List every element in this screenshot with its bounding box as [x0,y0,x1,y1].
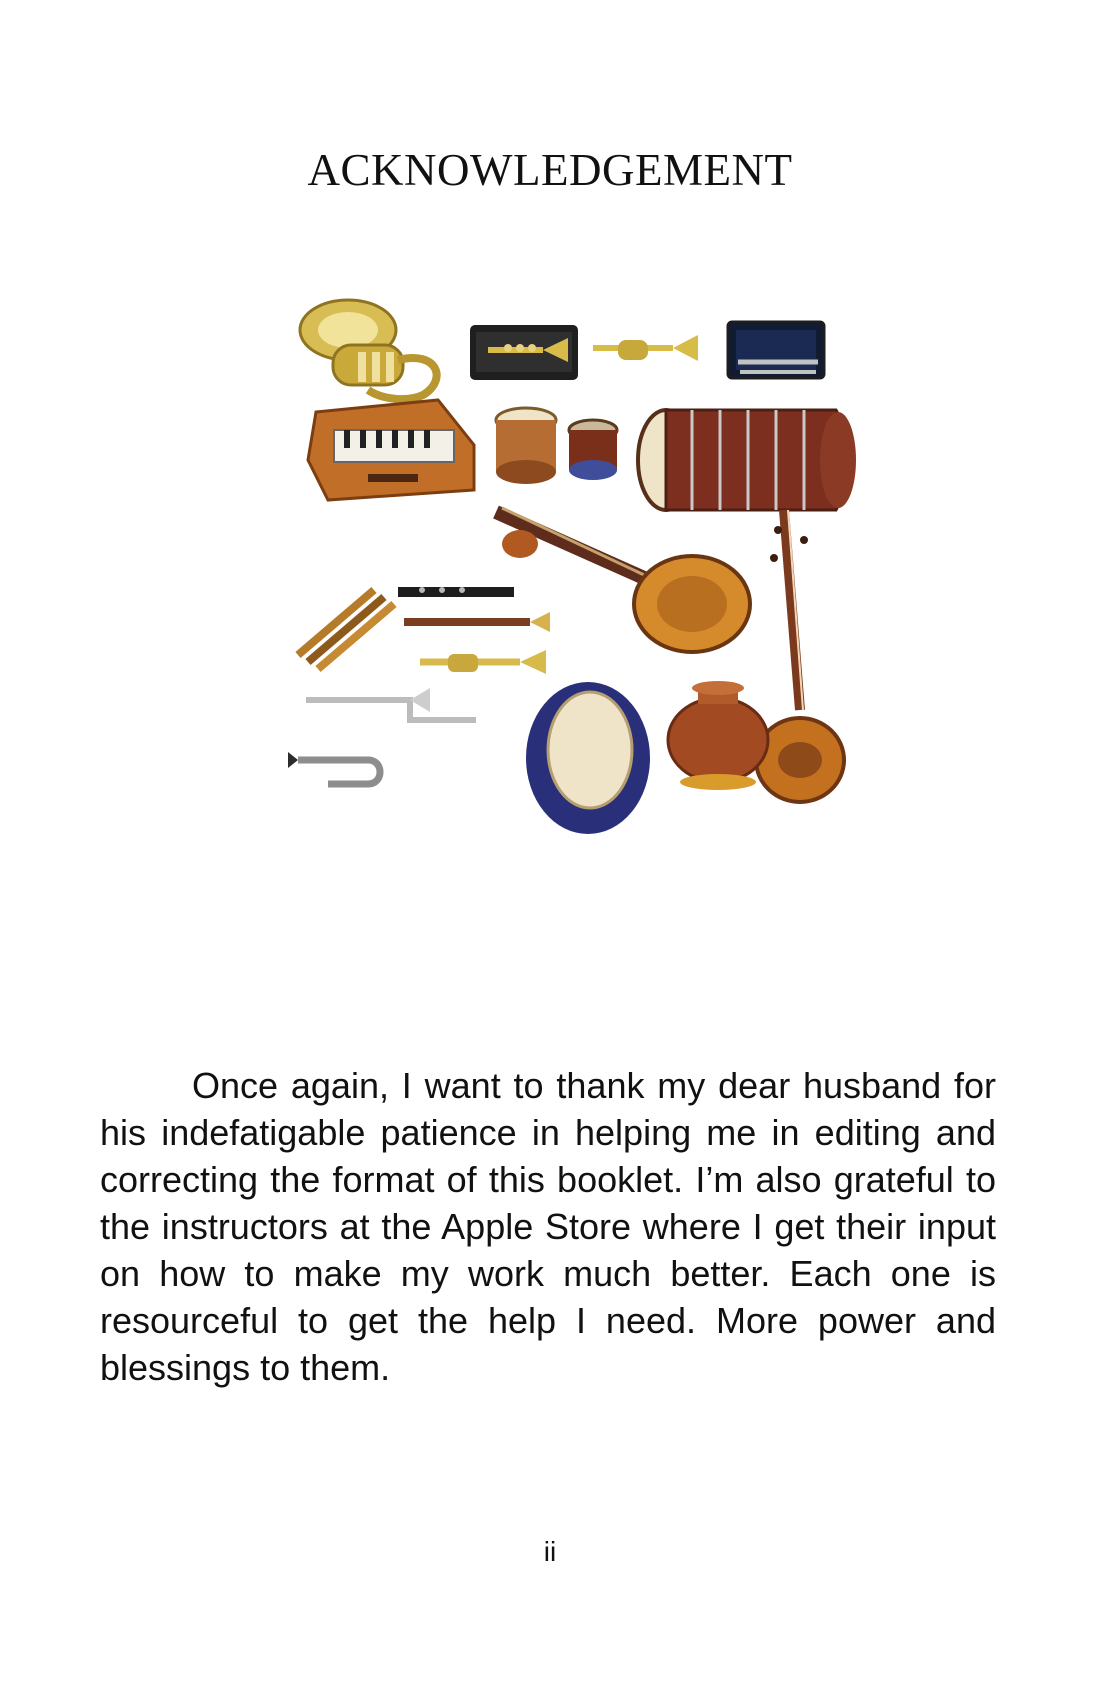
trombone-icon [306,688,476,720]
flute-case-icon [728,322,824,378]
sitar-icon [756,510,844,802]
page-title: ACKNOWLEDGEMENT [307,145,793,195]
veena-icon [496,508,750,652]
tuba-icon [300,300,437,399]
page-number: ii [543,1536,557,1567]
frame-drum-icon [526,682,650,834]
cornet-icon [593,335,698,361]
bamboo-flute-icon [298,590,394,669]
clay-pot-icon [668,681,768,790]
clarinet-icon [398,587,514,593]
tabla-icon [496,408,617,484]
acknowledgement-paragraph: Once again, I want to thank my dear husband for his indefatigable patience in helping me in editing and correcting the format of this booklet. I’m also grateful to the instructors at the Apple Store where I get their input on how to make my work much better. Each one is resourceful to get the help I need. More power and blessings to them. [100,1065,996,1388]
shehnai-icon [404,612,550,632]
flugelhorn-icon [420,650,546,674]
harmonium-icon [308,400,474,500]
bugle-icon [288,752,380,784]
dholak-icon [638,410,856,510]
trumpet-case-icon [470,325,578,380]
instruments-collage [288,290,894,850]
